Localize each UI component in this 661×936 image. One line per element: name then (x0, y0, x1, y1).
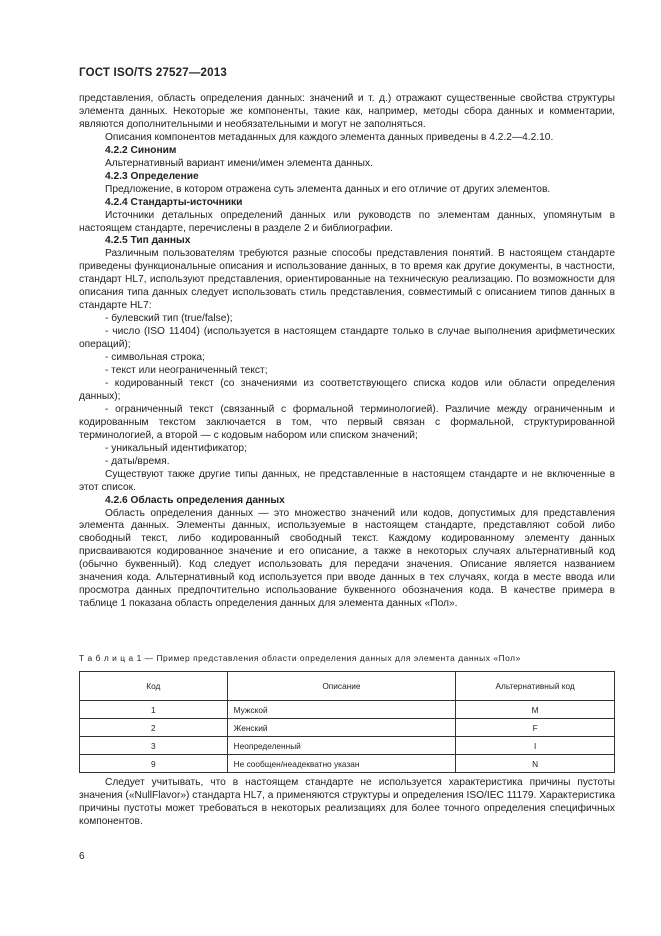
column-header-alt-code: Альтернативный код (456, 672, 615, 701)
list-item: - булевский тип (true/false); (105, 313, 233, 325)
cell-code: 9 (80, 755, 228, 773)
table-header-row (80, 672, 615, 701)
list-item: - ограниченный текст (связанный с формальной терминологией). Различие между ограниченным и кодированным текстом заключается в том, что первый связан с формальной, структурированной терминологией, а второй — с кодовым набором или списком значений; (79, 403, 615, 441)
table-row (80, 701, 615, 719)
cell-alt-code: N (456, 755, 615, 773)
after-table-text (79, 777, 615, 829)
running-header: ГОСТ ISO/TS 27527—2013 (79, 67, 227, 79)
main-text (79, 93, 615, 611)
column-header-code: Код (80, 672, 228, 701)
list-item: - уникальный идентификатор; (105, 442, 247, 454)
cell-code: 1 (80, 701, 228, 719)
column-header-description: Описание (227, 672, 456, 701)
list-item: - число (ISO 11404) (используется в настоящем стандарте только в случае выполнения арифметических операций); (79, 326, 615, 351)
list-item: - даты/время. (105, 455, 170, 467)
text-4-2-5: Различным пользователям требуются разные способы представления понятий. В настоящем стандарте приведены функциональные описания и использование данных, в то время как другие документы, в частности, стандарт HL7, используют представления, ориентированные на техническую реализацию. По возможности для описания типа данных следует использовать стиль представления, совместимый с описанием типов данных в стандарте HL7: (79, 248, 615, 312)
cell-description: Мужской (227, 701, 456, 719)
cell-code: 3 (80, 737, 228, 755)
cell-description: Неопределенный (227, 737, 456, 755)
cell-description: Женский (227, 719, 456, 737)
cell-description: Не сообщен/неадекватно указан (227, 755, 456, 773)
text-4-2-5-tail: Существуют также другие типы данных, не представленные в настоящем стандарте и не включенные в этот список. (79, 468, 615, 493)
heading-4-2-2: 4.2.2 Синоним (105, 144, 177, 156)
heading-4-2-5: 4.2.5 Тип данных (105, 235, 191, 247)
heading-4-2-3: 4.2.3 Определение (105, 170, 199, 182)
table-row (80, 719, 615, 737)
text-4-2-3: Предложение, в котором отражена суть элемента данных и его отличие от других элементов. (105, 183, 551, 195)
list-item: - символьная строка; (105, 352, 205, 364)
text-4-2-6: Область определения данных — это множество значений или кодов, допустимых для представления элемента данных. Элементы данных, используемые в настоящем стандарте, представляют собой либо свободный текст, либо кодированный свободный текст. Каждому кодированному элементу данных присваиваются кодированное значение и его описание, а также в некоторых случаях альтернативный код (обычно буквенный). Код следует использовать для передачи значения. Описание является названием значения кода. Альтернативный код используется при вводе данных в тех случаях, когда в месте ввода или просмотра данных предпочтительно использование буквенного обозначения кода. В качестве примера в таблице 1 показана область определения данных для элемента данных «Пол». (79, 507, 615, 610)
list-item: - кодированный текст (со значениями из соответствующего списка кодов или области определения данных); (79, 377, 615, 402)
intro-paragraph-2: Описания компонентов метаданных для каждого элемента данных приведены в 4.2.2—4.2.10. (105, 131, 554, 143)
cell-alt-code: I (456, 737, 615, 755)
heading-4-2-6: 4.2.6 Область определения данных (105, 494, 285, 506)
cell-alt-code: F (456, 719, 615, 737)
list-item: - текст или неограниченный текст; (105, 365, 268, 377)
text-4-2-4: Источники детальных определений данных или руководств по элементам данных, упомянутым в настоящем стандарте, перечислены в разделе 2 и библиографии. (79, 209, 615, 234)
table-row (80, 737, 615, 755)
heading-4-2-4: 4.2.4 Стандарты-источники (105, 196, 243, 208)
cell-alt-code: M (456, 701, 615, 719)
sex-domain-table (79, 671, 615, 773)
null-flavor-paragraph: Следует учитывать, что в настоящем стандарте не используется характеристика причины пустоты значения («NullFlavor») стандарта HL7, а применяются структуры и определения ISO/IEC 11179. Характеристика причины пустоты может требоваться в некоторых реализациях для более точного определения специфичных компонентов. (79, 777, 615, 827)
table-row (80, 755, 615, 773)
cell-code: 2 (80, 719, 228, 737)
text-4-2-2: Альтернативный вариант имени/имен элемента данных. (105, 157, 373, 169)
table-caption: Т а б л и ц а 1 — Пример представления области определения данных для элемента данных «Пол» (79, 653, 521, 663)
intro-paragraph-1: представления, область определения данных: значений и т. д.) отражают существенные свойства структуры элемента данных. Некоторые же компоненты, такие как, например, методы сбора данных и комментарии, являются дополнительными и необязательными и могут не заполняться. (79, 93, 615, 130)
page-number: 6 (79, 851, 85, 862)
